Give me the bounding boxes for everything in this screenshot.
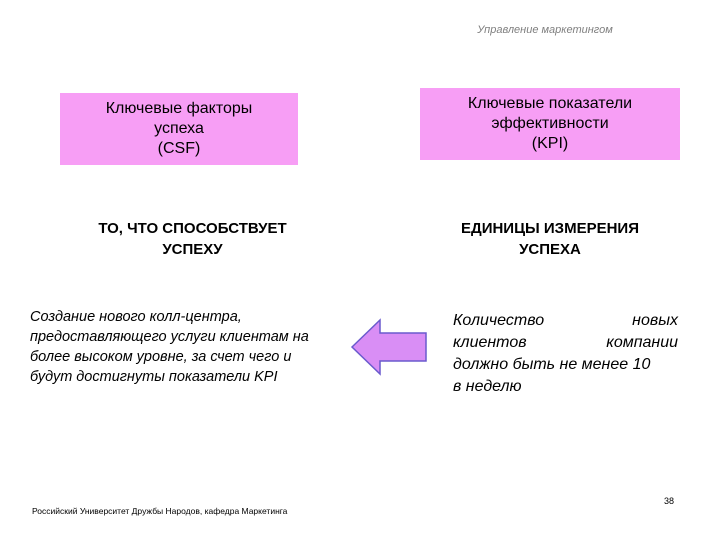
description-line: будут достигнуты показатели KPI <box>30 369 278 385</box>
description-line: в неделю <box>453 378 522 395</box>
description-word: Количество <box>453 312 545 329</box>
heading-line: ТО, ЧТО СПОСОБСТВУЕТ <box>98 220 287 237</box>
left-arrow-icon <box>350 318 428 376</box>
kpi-box-line: Ключевые показатели <box>467 95 633 112</box>
description-line: Создание нового колл-центра, <box>30 309 242 325</box>
measurement-units-heading <box>420 218 680 260</box>
kpi-box-line: эффективности <box>491 115 609 132</box>
heading-line: ЕДИНИЦЫ ИЗМЕРЕНИЯ <box>461 220 639 237</box>
description-line: более высоком уровне, за счет чего и <box>30 349 292 365</box>
heading-line: УСПЕХА <box>519 241 581 258</box>
description-word: новых <box>632 312 678 329</box>
csf-description <box>30 307 340 387</box>
kpi-box <box>420 88 680 160</box>
heading-line: УСПЕХУ <box>162 241 223 258</box>
kpi-box-line: (KPI) <box>531 135 569 152</box>
csf-box-line: успеха <box>154 120 204 137</box>
csf-box <box>60 93 298 165</box>
description-line <box>453 332 678 354</box>
csf-box-line: Ключевые факторы <box>105 100 253 117</box>
footer-organization: Российский Университет Дружбы Народов, кафедра Маркетинга <box>32 506 288 516</box>
kpi-description <box>453 310 678 398</box>
description-line <box>453 310 678 332</box>
description-word: клиентов <box>453 334 527 351</box>
success-factors-heading <box>60 218 325 260</box>
slide-header: Управление маркетингом <box>477 24 613 36</box>
description-line: предоставляющего услуги клиентам на <box>30 329 309 345</box>
page-number: 38 <box>664 496 675 506</box>
arrow-shape <box>352 320 426 374</box>
description-word: компании <box>606 334 678 351</box>
description-line: должно быть не менее 10 <box>453 356 651 373</box>
csf-box-line: (CSF) <box>157 140 201 157</box>
